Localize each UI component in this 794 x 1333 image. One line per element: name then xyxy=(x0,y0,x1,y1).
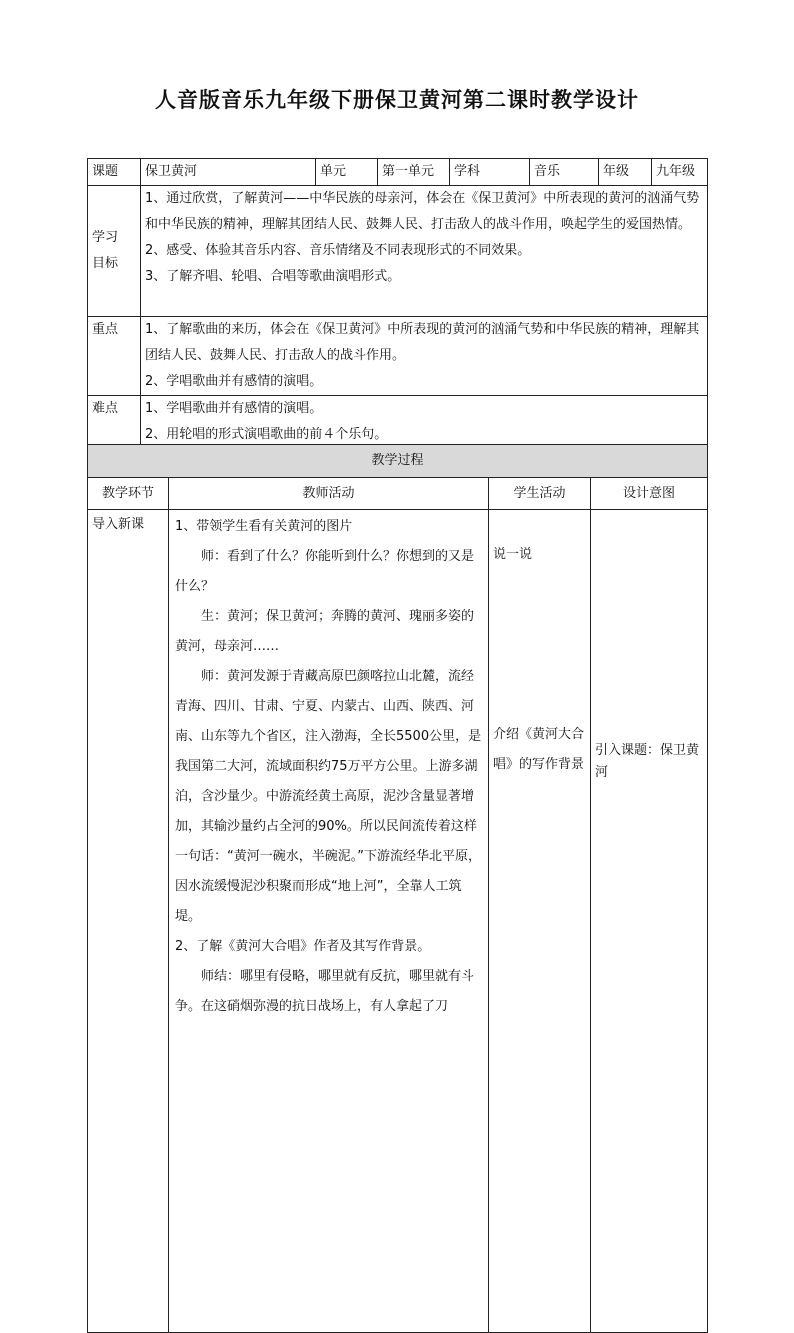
teacher-paragraph: 师结：哪里有侵略，哪里就有反抗，哪里就有斗争。在这硝烟弥漫的抗日战场上，有人拿起了刀 xyxy=(175,969,475,1014)
column-header-stage: 教学环节 xyxy=(88,478,169,510)
goal-item: 1、通过欣赏，了解黄河——中华民族的母亲河，体会在《保卫黄河》中所表现的黄河的汹涌气势和中华民族的精神，理解其团结人民、鼓舞人民、打击敌人的战斗作用，唤起学生的爱国热情。 xyxy=(145,191,700,232)
teacher-paragraph: 师：看到了什么？你能听到什么？你想到的又是什么？ xyxy=(175,549,475,594)
grade-value: 九年级 xyxy=(652,159,708,186)
student-activity-1: 说一说 xyxy=(493,547,533,562)
difficulty-item: 2、用轮唱的形式演唱歌曲的前４个乐句。 xyxy=(145,427,388,442)
subject-value: 音乐 xyxy=(530,159,599,186)
goal-item: 2、感受、体验其音乐内容、音乐情绪及不同表现形式的不同效果。 xyxy=(145,243,531,258)
design-intent-text: 引入课题：保卫黄河 xyxy=(595,743,700,780)
teacher-paragraph: 生：黄河；保卫黄河；奔腾的黄河、瑰丽多姿的黄河，母亲河…… xyxy=(175,609,475,654)
topic-label: 课题 xyxy=(88,159,141,186)
subject-label: 学科 xyxy=(450,159,530,186)
section-bar-row xyxy=(88,445,708,478)
design-intent-cell xyxy=(591,510,708,1333)
student-activity-cell xyxy=(489,510,591,1333)
topic-value: 保卫黄河 xyxy=(141,159,316,186)
column-header-student: 学生活动 xyxy=(489,478,591,510)
key-points-row xyxy=(88,317,708,396)
goals-content xyxy=(141,186,708,317)
key-point-item: 2、学唱歌曲并有感情的演唱。 xyxy=(145,374,323,389)
goals-row xyxy=(88,186,708,317)
section-title: 教学过程 xyxy=(88,445,708,478)
goals-label-line-1: 学习 xyxy=(92,230,119,245)
course-info-table xyxy=(87,158,708,449)
unit-value: 第一单元 xyxy=(378,159,450,186)
difficulty-label: 难点 xyxy=(88,396,141,449)
process-body-row xyxy=(88,510,708,1333)
goal-item: 3、了解齐唱、轮唱、合唱等歌曲演唱形式。 xyxy=(145,269,401,284)
key-point-item: 1、了解歌曲的来历，体会在《保卫黄河》中所表现的黄河的汹涌气势和中华民族的精神，理解其团结人民、鼓舞人民、打击敌人的战斗作用。 xyxy=(145,322,700,363)
column-header-row xyxy=(88,478,708,510)
difficulties-row xyxy=(88,396,708,449)
difficulties-content xyxy=(141,396,708,449)
difficulty-item: 1、学唱歌曲并有感情的演唱。 xyxy=(145,401,323,416)
teacher-paragraph: 1、带领学生看有关黄河的图片 xyxy=(175,519,353,534)
key-label: 重点 xyxy=(88,317,141,396)
document-title: 人音版音乐九年级下册保卫黄河第二课时教学设计 xyxy=(155,88,639,112)
goals-label xyxy=(88,186,141,317)
teacher-paragraph: 师：黄河发源于青藏高原巴颜喀拉山北麓，流经青海、四川、甘肃、宁夏、内蒙古、山西、陕西、河南、山东等九个省区，注入渤海，全长5500公里，是我国第二大河，流域面积约75万平方公里。上游多湖泊，含沙量少。中游流经黄土高原，泥沙含量显著增加，其输沙量约占全河的90%。所以民间流传着这样一句话：“黄河一碗水，半碗泥。”下游流经华北平原，因水流缓慢泥沙积聚而形成“地上河”，全靠人工筑堤。 xyxy=(175,669,482,924)
grade-label: 年级 xyxy=(599,159,652,186)
student-activity-2: 介绍《黄河大合唱》的写作背景 xyxy=(493,727,585,772)
key-points-content xyxy=(141,317,708,396)
teacher-activity-cell xyxy=(169,510,489,1333)
teaching-process-table xyxy=(87,444,708,1333)
column-header-intent: 设计意图 xyxy=(591,478,708,510)
spacer xyxy=(493,570,586,720)
stage-cell: 导入新课 xyxy=(88,510,169,1333)
goals-label-line-2: 目标 xyxy=(92,256,119,271)
info-header-row xyxy=(88,159,708,186)
unit-label: 单元 xyxy=(316,159,378,186)
column-header-teacher: 教师活动 xyxy=(169,478,489,510)
teacher-paragraph: 2、了解《黄河大合唱》作者及其写作背景。 xyxy=(175,939,431,954)
